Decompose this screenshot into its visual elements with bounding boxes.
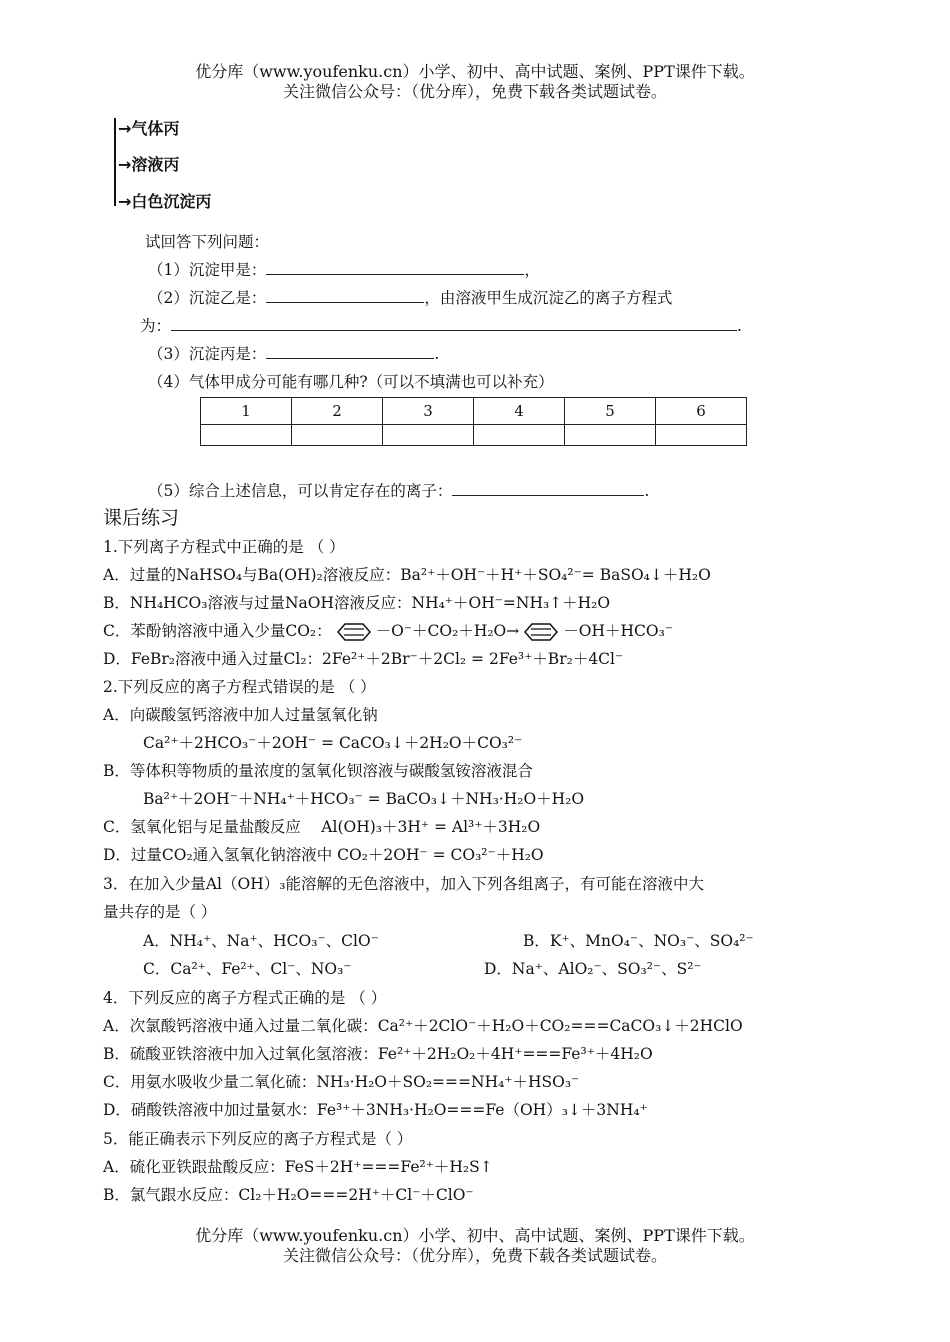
- flow-bracket-line: [114, 118, 116, 206]
- practice-q3: 3．在加入少量Al（OH）₃能溶解的无色溶液中，加入下列各组离子，有可能在溶液中大: [103, 875, 704, 893]
- practice-q2-option-a-equation: Ca²⁺＋2HCO₃⁻＋2OH⁻ = CaCO₃↓＋2H₂O＋CO₃²⁻: [143, 734, 523, 752]
- table-header-cell: 1: [201, 398, 292, 425]
- answer-blank-5[interactable]: [452, 481, 644, 496]
- question-3: （3）沉淀丙是： .: [148, 345, 440, 363]
- question-2: （2）沉淀乙是： ，由溶液甲生成沉淀乙的离子方程式: [148, 289, 673, 307]
- practice-q4-option-b: B．硫酸亚铁溶液中加入过氧化氢溶液：Fe²⁺＋2H₂O₂＋4H⁺===Fe³⁺＋4H₂O: [103, 1045, 653, 1063]
- header-line-1: 优分库（www.youfenku.cn）小学、初中、高中试题、案例、PPT课件下载。: [195, 62, 755, 81]
- table-header-cell: 6: [656, 398, 747, 425]
- practice-q2-option-b-equation: Ba²⁺＋2OH⁻＋NH₄⁺＋HCO₃⁻ = BaCO₃↓＋NH₃·H₂O＋H₂O: [143, 790, 585, 808]
- practice-q2-option-d: D．过量CO₂通入氢氧化钠溶液中 CO₂＋2OH⁻ = CO₃²⁻＋H₂O: [103, 846, 544, 864]
- table-header-cell: 3: [383, 398, 474, 425]
- practice-q4-option-c: C．用氨水吸收少量二氧化硫：NH₃·H₂O＋SO₂===NH₄⁺＋HSO₃⁻: [103, 1073, 580, 1091]
- table-answer-cell[interactable]: [565, 425, 656, 446]
- practice-q4-option-a: A．次氯酸钙溶液中通入过量二氧化碳：Ca²⁺＋2ClO⁻＋H₂O＋CO₂===CaCO₃↓＋2HClO: [103, 1017, 743, 1035]
- table-header-cell: 2: [292, 398, 383, 425]
- practice-q4: 4．下列反应的离子方程式正确的是 （ ）: [103, 989, 387, 1007]
- flow-gas-c: →气体丙: [118, 119, 180, 138]
- practice-q1-option-a: A．过量的NaHSO₄与Ba(OH)₂溶液反应：Ba²⁺＋OH⁻＋H⁺＋SO₄²⁻= BaSO₄↓＋H₂O: [103, 566, 711, 584]
- answer-blank-3[interactable]: [266, 344, 434, 359]
- benzene-ring-icon: [332, 622, 376, 642]
- practice-q2-option-b: B．等体积等物质的量浓度的氢氧化钡溶液与碳酸氢铵溶液混合: [103, 762, 533, 780]
- table-answer-cell[interactable]: [474, 425, 565, 446]
- table-answer-cell[interactable]: [292, 425, 383, 446]
- question-4: （4）气体甲成分可能有哪几种?（可以不填满也可以补充）: [148, 373, 554, 391]
- gas-composition-table: [200, 397, 747, 446]
- question-2-equation: 为： .: [140, 317, 742, 335]
- table-answer-cell[interactable]: [383, 425, 474, 446]
- flow-precipitate-c: →白色沉淀丙: [118, 192, 212, 211]
- practice-q5: 5．能正确表示下列反应的离子方程式是（ ）: [103, 1130, 413, 1148]
- practice-title: 课后练习: [103, 507, 180, 529]
- practice-q2: 2.下列反应的离子方程式错误的是 （ ）: [103, 678, 376, 696]
- table-answer-cell[interactable]: [656, 425, 747, 446]
- question-1: （1）沉淀甲是： ，: [148, 261, 540, 279]
- footer-line-1: 优分库（www.youfenku.cn）小学、初中、高中试题、案例、PPT课件下载。: [195, 1226, 755, 1245]
- practice-q3-option-d: D．Na⁺、AlO₂⁻、SO₃²⁻、S²⁻: [484, 960, 702, 978]
- practice-q4-option-d: D．硝酸铁溶液中加过量氨水：Fe³⁺＋3NH₃·H₂O===Fe（OH）₃↓＋3NH₄⁺: [103, 1101, 648, 1119]
- flow-solution-c: →溶液丙: [118, 155, 180, 174]
- practice-q1-option-b: B．NH₄HCO₃溶液与过量NaOH溶液反应：NH₄⁺＋OH⁻=NH₃↑＋H₂O: [103, 594, 611, 612]
- answer-blank-2-equation[interactable]: [171, 316, 737, 331]
- answer-blank-2[interactable]: [266, 288, 424, 303]
- practice-q5-option-b: B．氯气跟水反应：Cl₂＋H₂O===2H⁺＋Cl⁻＋ClO⁻: [103, 1186, 474, 1204]
- practice-q2-option-c: C．氢氧化铝与足量盐酸反应 Al(OH)₃＋3H⁺ = Al³⁺＋3H₂O: [103, 818, 541, 836]
- table-answer-cell[interactable]: [201, 425, 292, 446]
- practice-q3-option-c: C．Ca²⁺、Fe²⁺、Cl⁻、NO₃⁻: [143, 960, 352, 978]
- benzene-ring-icon: [519, 622, 563, 642]
- practice-q1: 1.下列离子方程式中正确的是 （ ）: [103, 538, 345, 556]
- answer-blank-1[interactable]: [266, 260, 524, 275]
- practice-q5-option-a: A．硫化亚铁跟盐酸反应：FeS＋2H⁺===Fe²⁺＋H₂S↑: [103, 1158, 493, 1176]
- header-line-2: 关注微信公众号：（优分库），免费下载各类试题试卷。: [282, 82, 667, 101]
- footer-line-2: 关注微信公众号：（优分库），免费下载各类试题试卷。: [282, 1246, 667, 1265]
- practice-q1-option-d: D．FeBr₂溶液中通入过量Cl₂：2Fe²⁺＋2Br⁻＋2Cl₂ = 2Fe³⁺＋Br₂＋4Cl⁻: [103, 650, 624, 668]
- questions-intro: 试回答下列问题：: [145, 233, 270, 251]
- practice-q3-continued: 量共存的是（ ）: [103, 903, 217, 921]
- table-header-cell: 5: [565, 398, 656, 425]
- practice-q1-option-c: C．苯酚钠溶液中通入少量CO₂： －O⁻＋CO₂＋H₂O→ －OH＋HCO₃⁻: [103, 622, 673, 640]
- practice-q3-option-a: A．NH₄⁺、Na⁺、HCO₃⁻、ClO⁻: [143, 932, 379, 950]
- practice-q3-option-b: B．K⁺、MnO₄⁻、NO₃⁻、SO₄²⁻: [523, 932, 754, 950]
- practice-q2-option-a: A．向碳酸氢钙溶液中加人过量氢氧化钠: [103, 706, 378, 724]
- question-5: （5）综合上述信息，可以肯定存在的离子： .: [148, 482, 650, 500]
- table-header-cell: 4: [474, 398, 565, 425]
